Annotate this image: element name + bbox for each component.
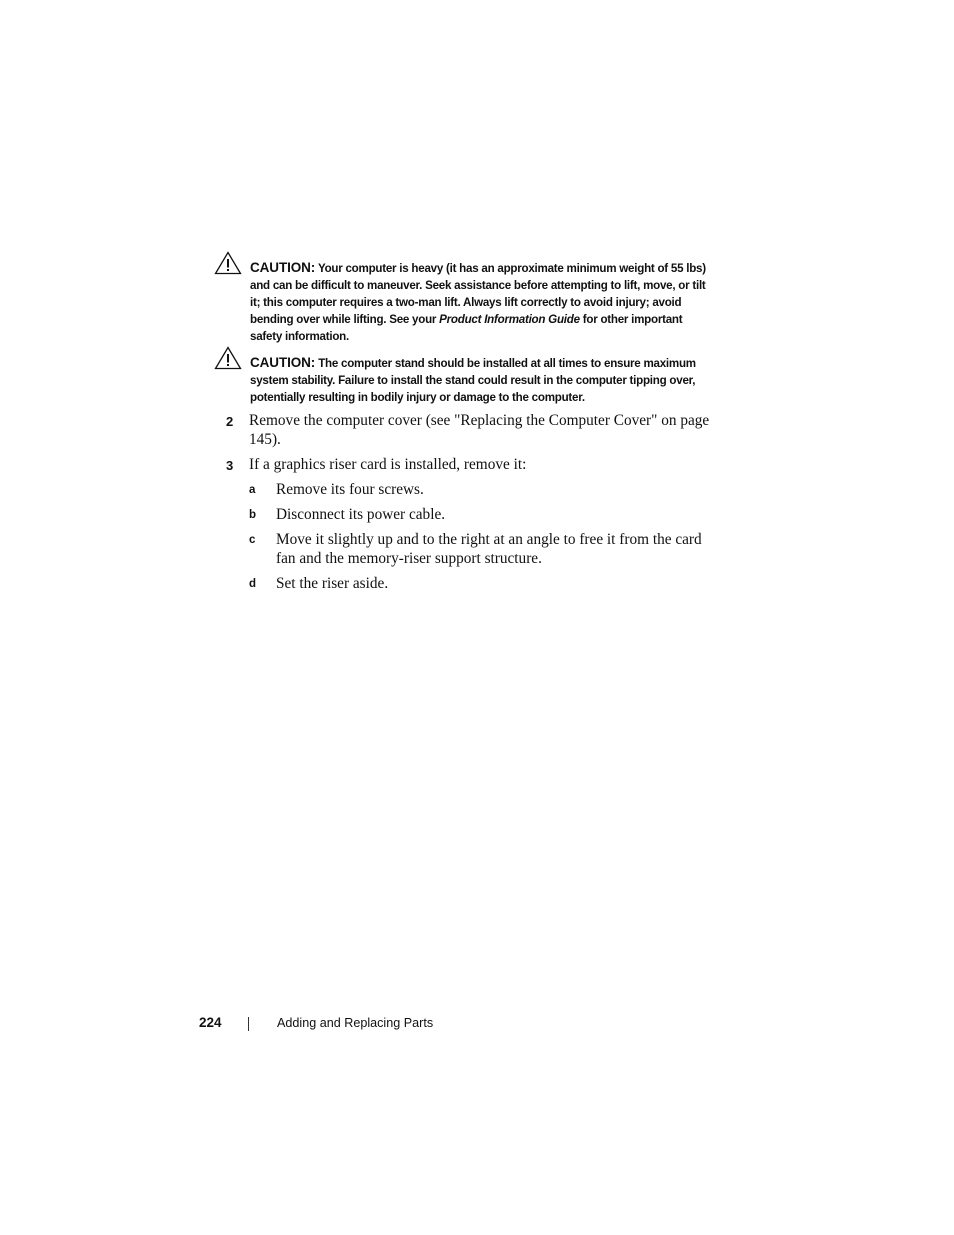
- caution-block-stand: [214, 346, 714, 406]
- step-3: [226, 455, 716, 474]
- substep-text: Set the riser aside.: [276, 575, 389, 592]
- substep-letter: d: [249, 578, 257, 590]
- caution-block-weight: [214, 251, 714, 345]
- caution-text: The computer stand should be installed at all times to ensure maximum system stability. Failure to install the stand could result in the computer tipping over, potentially resulting in bodily injury or damage to the computer.: [250, 357, 696, 404]
- page-number: 224: [199, 1015, 222, 1030]
- step-number: 2: [226, 414, 234, 429]
- warning-triangle-icon: [214, 346, 242, 370]
- substep-d: [249, 574, 719, 593]
- caution-text-after: for other important safety information.: [250, 313, 683, 343]
- step-text: Remove the computer cover (see "Replacing the Computer Cover" on page 145).: [249, 412, 710, 448]
- substep-text: Disconnect its power cable.: [276, 506, 446, 523]
- warning-triangle-icon: [214, 251, 242, 275]
- step-2: [226, 411, 716, 449]
- footer-section-title: Adding and Replacing Parts: [277, 1016, 434, 1030]
- caution-label: CAUTION:: [250, 355, 316, 370]
- footer-divider: [248, 1017, 249, 1031]
- caution-text: Your computer is heavy (it has an approximate minimum weight of 55 lbs) and can be difficult to maneuver. Seek assistance before attempting to lift, move, or tilt it; this computer requires a two-man lift. Always lift correctly to avoid injury; avoid bending over while lifting. See your: [250, 262, 706, 326]
- substep-c: [249, 530, 719, 568]
- step-number: 3: [226, 458, 234, 473]
- substep-a: [249, 480, 719, 499]
- caution-label: CAUTION:: [250, 260, 316, 275]
- substep-text: Move it slightly up and to the right at an angle to free it from the card fan and the memory-riser support structure.: [276, 531, 702, 567]
- substep-letter: c: [249, 534, 256, 546]
- substep-text: Remove its four screws.: [276, 481, 424, 498]
- substep-b: [249, 505, 719, 524]
- substep-letter: b: [249, 509, 257, 521]
- step-text: If a graphics riser card is installed, remove it:: [249, 456, 527, 473]
- substep-letter: a: [249, 484, 256, 496]
- caution-emphasis: Product Information Guide: [439, 313, 580, 326]
